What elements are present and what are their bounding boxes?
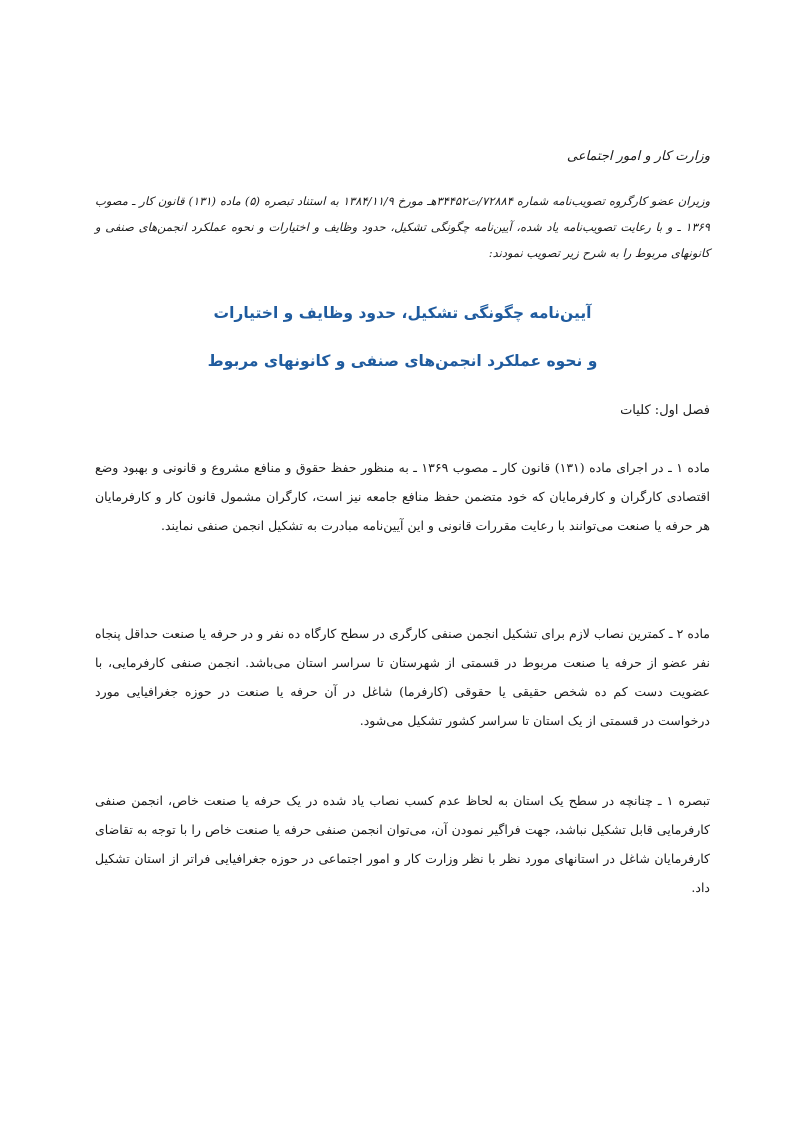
article-1-paragraph: ماده ۱ ـ در اجرای ماده (۱۳۱) قانون کار ـ مصوب ۱۳۶۹ ـ به منظور حفظ حقوق و منافع مشروع و قانونی و بهبود وضع اقتصادی کارگران و کارفرمایان که خود متضمن حفظ منافع جامعه نیز است، کارگران مشمول قانون کار و کارفرمایان هر حرفه یا صنعت می‌توانند با رعایت مقررات قانونی و این آیین‌نامه مبادرت به تشکیل انجمن صنفی نمایند. <box>95 460 711 533</box>
article-2-paragraph: ماده ۲ ـ کمترین نصاب لازم برای تشکیل انجمن صنفی کارگری در سطح کارگاه ده نفر و در حرفه یا صنعت حداقل پنجاه نفر عضو از حرفه یا صنعت مربوط در قسمتی از شهرستان تا سراسر استان می‌باشد. انجمن صنفی کارفرمایی، با عضویت دست کم ده شخص حقیقی یا حقوقی (کارفرما) شاغل در آن حرفه یا صنعت در حوزه جغرافیایی مورد درخواست در قسمتی از یک استان تا سراسر کشور تشکیل می‌شود. <box>95 626 711 728</box>
title-line-1: آیین‌نامه چگونگی تشکیل، حدود وظایف و اختیارات <box>213 304 592 322</box>
title-line-2: و نحوه عملکرد انجمن‌های صنفی و کانونهای مربوط <box>207 352 598 370</box>
document-page <box>95 0 710 1131</box>
ministry-name: وزارت کار و امور اجتماعی <box>566 149 710 164</box>
chapter-heading: فصل اول: کلیات <box>620 403 710 418</box>
document-title <box>95 298 710 394</box>
preamble-paragraph: وزیران عضو کارگروه تصویب‌نامه شماره ۷۲۸۸۴/ت۳۴۴۵۲هـ مورخ ۱۳۸۴/۱۱/۹ به استناد تبصره (۵) ماده (۱۳۱) قانون کار ـ مصوب ۱۳۶۹ ـ و با رعایت تصویب‌نامه یاد شده، آیین‌نامه چگونگی تشکیل، حدود وظایف و اختیارات و نحوه عملکرد انجمن‌های صنفی و کانونهای مربوط را به شرح زیر تصویب نمودند: <box>95 194 711 260</box>
note-1-paragraph: تبصره ۱ ـ چنانچه در سطح یک استان به لحاظ عدم کسب نصاب یاد شده در یک حرفه یا صنعت خاص، انجمن صنفی کارفرمایی قابل تشکیل نباشد، جهت فراگیر نمودن آن، می‌توان انجمن صنفی حرفه یا صنعت خاص را با توجه به تقاضای کارفرمایان شاغل در استانهای مورد نظر با نظر وزارت کار و امور اجتماعی در حوزه جغرافیایی فراتر از استان تشکیل داد. <box>95 793 711 895</box>
